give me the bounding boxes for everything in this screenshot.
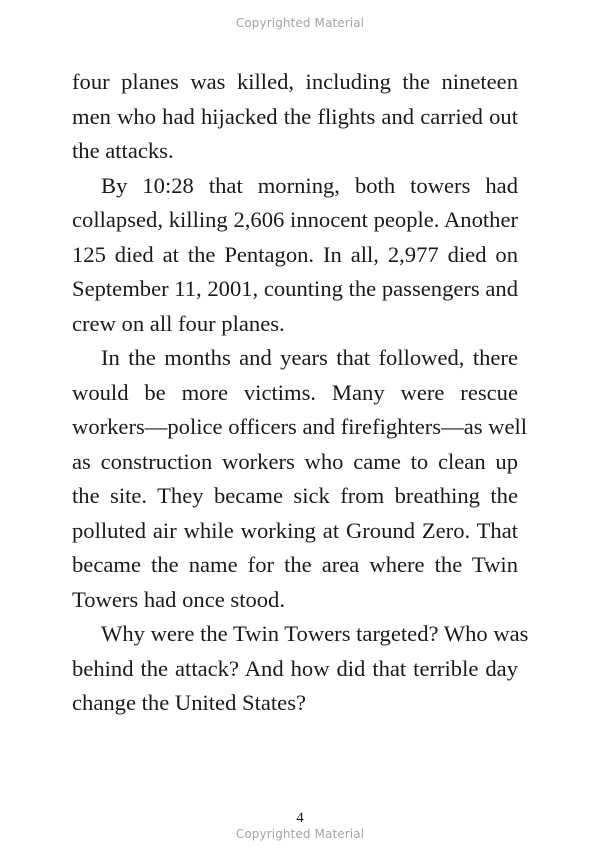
text-line: workers—police officers and firefighters—as well: [72, 414, 528, 439]
text-line: Towers had once stood.: [72, 586, 286, 612]
text-line: the attacks.: [72, 138, 174, 163]
text-line: September 11, 2001, counting the passengers and: [72, 276, 518, 301]
text-line: polluted air while working at Ground Zero. That: [72, 517, 518, 543]
page-number: 4: [296, 810, 304, 826]
text-line: as construction workers who came to clean up: [72, 448, 518, 474]
text-line: In the months and years that followed, there: [101, 345, 518, 370]
text-line: behind the attack? And how did that terrible day: [72, 655, 518, 681]
text-line: 125 died at the Pentagon. In all, 2,977 died on: [72, 241, 518, 267]
text-line: change the United States?: [72, 690, 307, 715]
watermark-top: Copyrighted Material: [235, 16, 365, 30]
text-line: the site. They became sick from breathing the: [72, 483, 518, 508]
text-line: By 10:28 that morning, both towers had: [101, 172, 518, 198]
watermark-bottom: Copyrighted Material: [235, 827, 365, 841]
text-line: Why were the Twin Towers targeted? Who was: [101, 621, 529, 646]
text-line: collapsed, killing 2,606 innocent people. Another: [72, 207, 518, 232]
text-line: would be more victims. Many were rescue: [72, 379, 518, 405]
body-text: [72, 65, 529, 721]
text-line: became the name for the area where the Twin: [72, 552, 518, 577]
text-line: men who had hijacked the flights and carried out: [72, 103, 518, 129]
text-line: crew on all four planes.: [72, 310, 285, 336]
text-line: four planes was killed, including the nineteen: [72, 69, 518, 94]
